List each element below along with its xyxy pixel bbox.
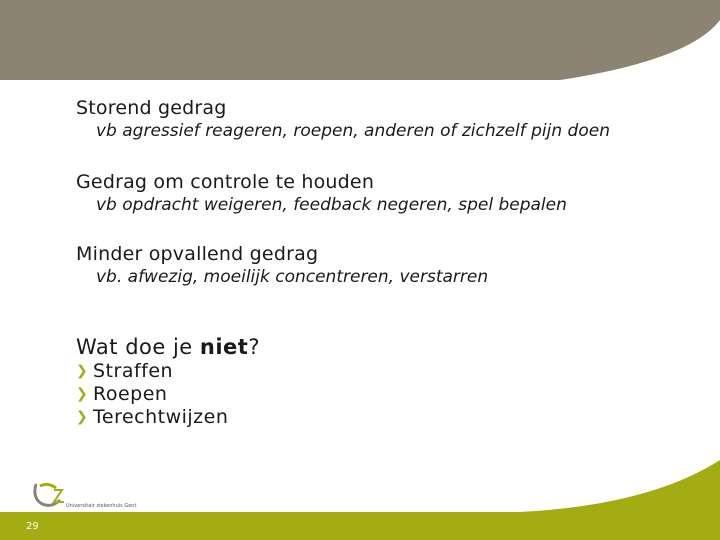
section-storend-gedrag bbox=[76, 96, 610, 142]
section-example: vb. afwezig, moeilijk concentreren, verstarren bbox=[96, 267, 489, 287]
page-number: 29 bbox=[26, 521, 39, 532]
section-heading: Minder opvallend gedrag bbox=[76, 243, 319, 265]
section-example: vb agressief reageren, roepen, anderen of zichzelf pijn doen bbox=[96, 121, 610, 141]
list-item bbox=[76, 360, 260, 383]
question-emphasis: niet bbox=[199, 335, 249, 359]
bullet-list bbox=[76, 360, 260, 429]
section-heading: Gedrag om controle te houden bbox=[76, 171, 375, 193]
question-block bbox=[76, 334, 260, 429]
question-prefix: Wat doe je bbox=[76, 335, 200, 359]
chevron-bullet-icon: ❯ bbox=[76, 409, 89, 425]
list-item bbox=[76, 383, 260, 406]
section-minder-opvallend bbox=[76, 242, 488, 288]
question-text bbox=[76, 334, 260, 360]
section-example: vb opdracht weigeren, feedback negeren, spel bepalen bbox=[96, 195, 567, 215]
section-heading: Storend gedrag bbox=[76, 97, 227, 119]
header-decoration bbox=[0, 0, 720, 80]
question-suffix: ? bbox=[248, 335, 260, 359]
chevron-bullet-icon: ❯ bbox=[76, 386, 89, 402]
chevron-bullet-icon: ❯ bbox=[76, 363, 89, 379]
logo-text: Universitair ziekenhuis Gent bbox=[66, 503, 137, 509]
bullet-label: Terechtwijzen bbox=[93, 406, 229, 428]
bullet-label: Roepen bbox=[93, 383, 168, 405]
list-item bbox=[76, 406, 260, 429]
footer-band bbox=[0, 512, 720, 540]
section-gedrag-controle bbox=[76, 170, 567, 216]
bullet-label: Straffen bbox=[93, 360, 174, 382]
